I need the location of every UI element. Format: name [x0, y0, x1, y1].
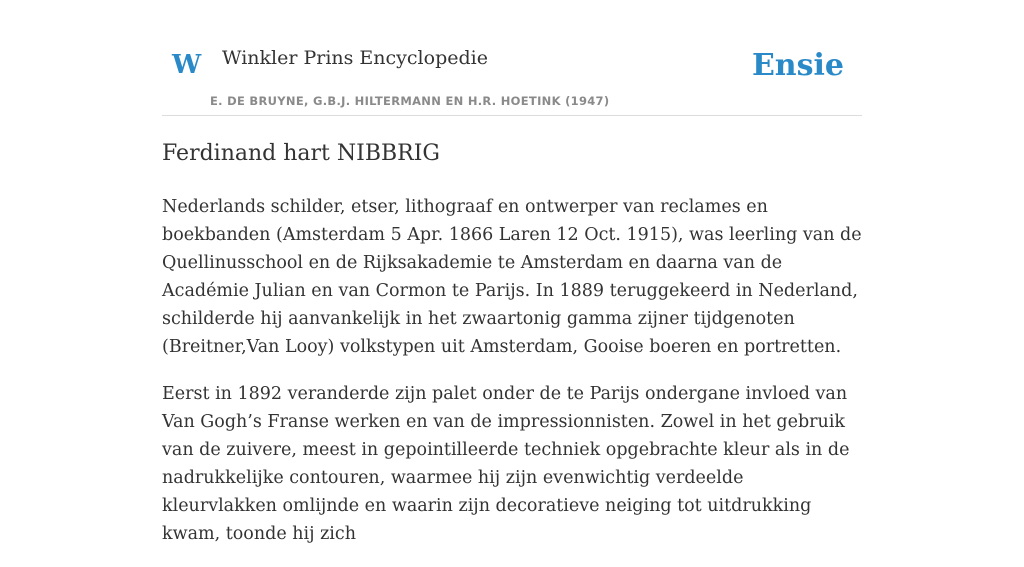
source-title[interactable]: Winkler Prins Encyclopedie	[222, 47, 488, 69]
article-title: Ferdinand hart NIBBRIG	[162, 141, 440, 166]
article-paragraph: Eerst in 1892 veranderde zijn palet onder de te Parijs ondergane invloed van Van Gogh’s Franse werken en van de impressionnisten. Zowel in het gebruik van de zuivere, meest in gepointilleerde techniek opgebrachte kleur als in de nadrukkelijke contouren, waarmee hij zijn evenwichtig verdeelde kleurvlakken omlijnde en waarin zijn decoratieve neiging tot uitdrukking kwam, toonde hij zich	[162, 383, 850, 544]
brand-logo-link[interactable]: Ensie	[751, 48, 844, 83]
site-header	[162, 30, 862, 116]
article	[162, 140, 862, 567]
article-paragraph: Nederlands schilder, etser, lithograaf en ontwerper van reclames en boekbanden (Amsterdam 5 Apr. 1866 Laren 12 Oct. 1915), was leerling van de Quellinusschool en de Rijksakademie te Amsterdam en daarna van de Académie Julian en van Cormon te Parijs. In 1889 teruggekeerd in Nederland, schilderde hij aanvankelijk in het zwaartonig gamma zijner tijdgenoten (Breitner,Van Looy) volkstypen uit Amsterdam, Gooise boeren en portretten.	[162, 196, 862, 357]
source-logo-icon[interactable]: W	[172, 50, 202, 80]
source-authors: E. DE BRUYNE, G.B.J. HILTERMANN EN H.R. HOETINK (1947)	[210, 94, 610, 108]
